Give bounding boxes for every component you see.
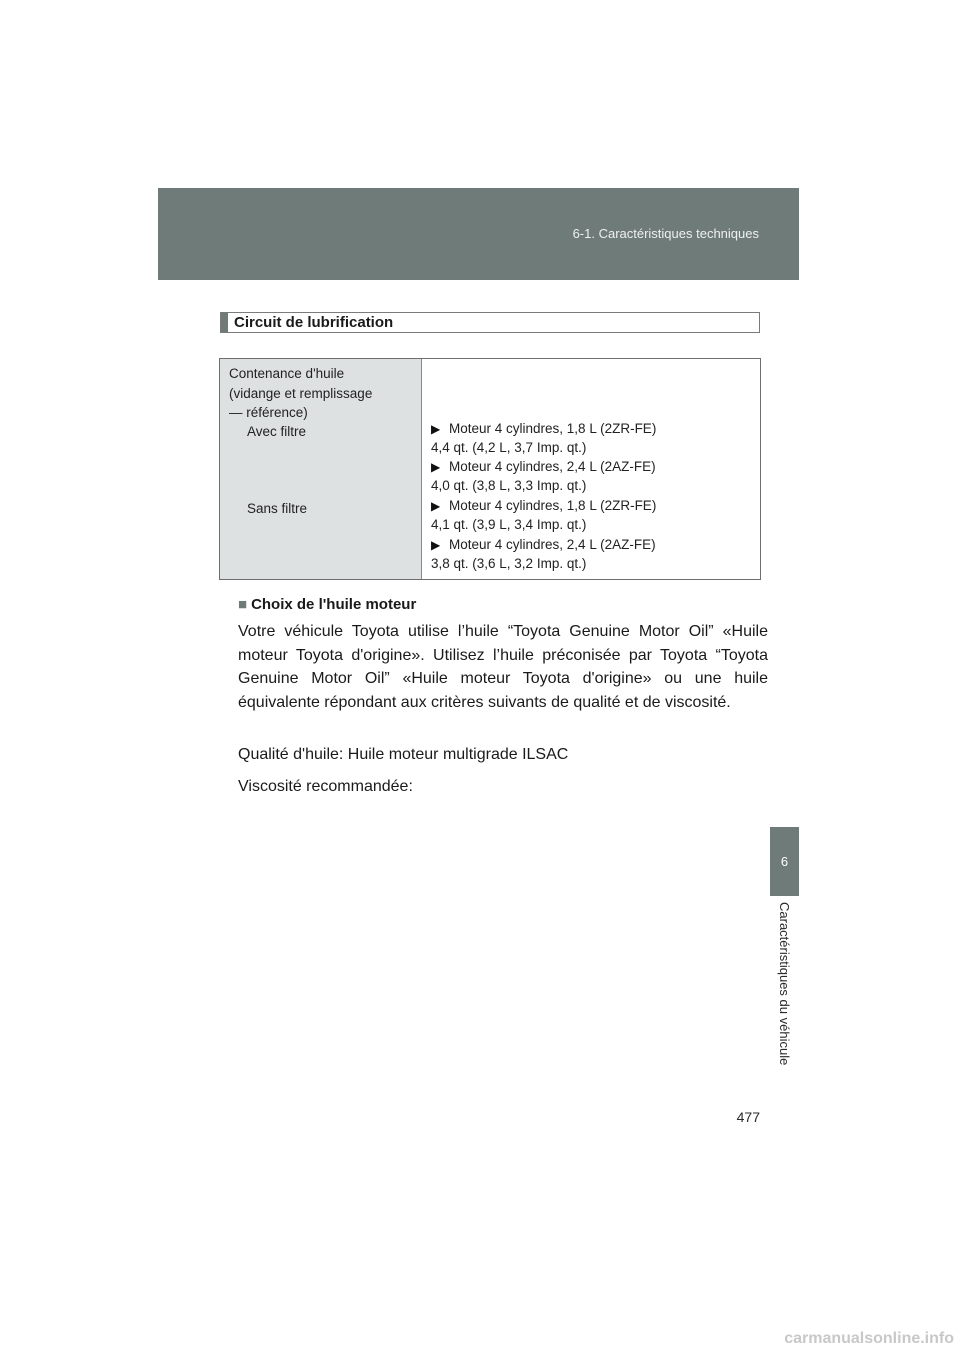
engine-text: Moteur 4 cylindres, 1,8 L (2ZR-FE) (449, 421, 657, 436)
engine-text: Moteur 4 cylindres, 2,4 L (2AZ-FE) (449, 537, 656, 552)
spec-label-line: Contenance d'huile (229, 366, 345, 381)
spec-row-capacity: 4,4 qt. (4,2 L, 3,7 Imp. qt.) (431, 440, 587, 455)
with-filter-label: Avec filtre (247, 424, 307, 439)
right-arrow-icon: ▶ (431, 422, 441, 436)
chapter-side-title: Caractéristiques du véhicule (777, 902, 792, 1066)
without-filter-label: Sans filtre (247, 501, 308, 516)
section-title-bar (221, 313, 228, 332)
chapter-number-tab: 6 (770, 827, 799, 896)
spec-row-capacity: 3,8 qt. (3,6 L, 3,2 Imp. qt.) (431, 556, 587, 571)
spec-row-engine (431, 457, 656, 478)
oil-choice-heading-text: Choix de l'huile moteur (251, 596, 417, 613)
right-arrow-icon: ▶ (431, 460, 441, 474)
spec-label-line: (vidange et remplissage (229, 386, 373, 401)
spec-row-engine (431, 496, 656, 517)
square-bullet-icon: ■ (238, 596, 248, 613)
engine-text: Moteur 4 cylindres, 1,8 L (2ZR-FE) (449, 498, 657, 513)
right-arrow-icon: ▶ (431, 499, 441, 513)
engine-text: Moteur 4 cylindres, 2,4 L (2AZ-FE) (449, 459, 656, 474)
spec-row-capacity: 4,0 qt. (3,8 L, 3,3 Imp. qt.) (431, 478, 587, 493)
header-section-title: 6-1. Caractéristiques techniques (572, 226, 759, 241)
section-title-text: Circuit de lubrification (234, 314, 394, 331)
spec-row-capacity: 4,1 qt. (3,9 L, 3,4 Imp. qt.) (431, 517, 587, 532)
spec-label-column (220, 359, 422, 579)
oil-quality-text: Qualité d'huile: Huile moteur multigrade ILSAC (238, 746, 569, 763)
spec-value-column (422, 359, 760, 579)
oil-viscosity-text: Viscosité recommandée: (238, 778, 413, 795)
watermark: carmanualsonline.info (784, 1330, 954, 1347)
oil-choice-paragraph: Votre véhicule Toyota utilise l’huile “Toyota Genuine Motor Oil” «Huile moteur Toyota d'origine». Utilisez l’huile préconisée par Toyota “Toyota Genuine Motor Oil” «Huile moteur Toyota d'origine» ou une huile équivalente répondant aux critères suivants de qualité et de viscosité. (238, 623, 768, 711)
page-number: 477 (736, 1109, 760, 1125)
header-band (158, 188, 799, 280)
spec-table (219, 358, 761, 580)
spec-row-engine (431, 535, 656, 556)
oil-choice-heading (238, 596, 416, 613)
right-arrow-icon: ▶ (431, 538, 441, 552)
section-title (220, 312, 760, 333)
spec-row-engine (431, 419, 656, 440)
spec-label-line: — référence) (229, 405, 308, 420)
